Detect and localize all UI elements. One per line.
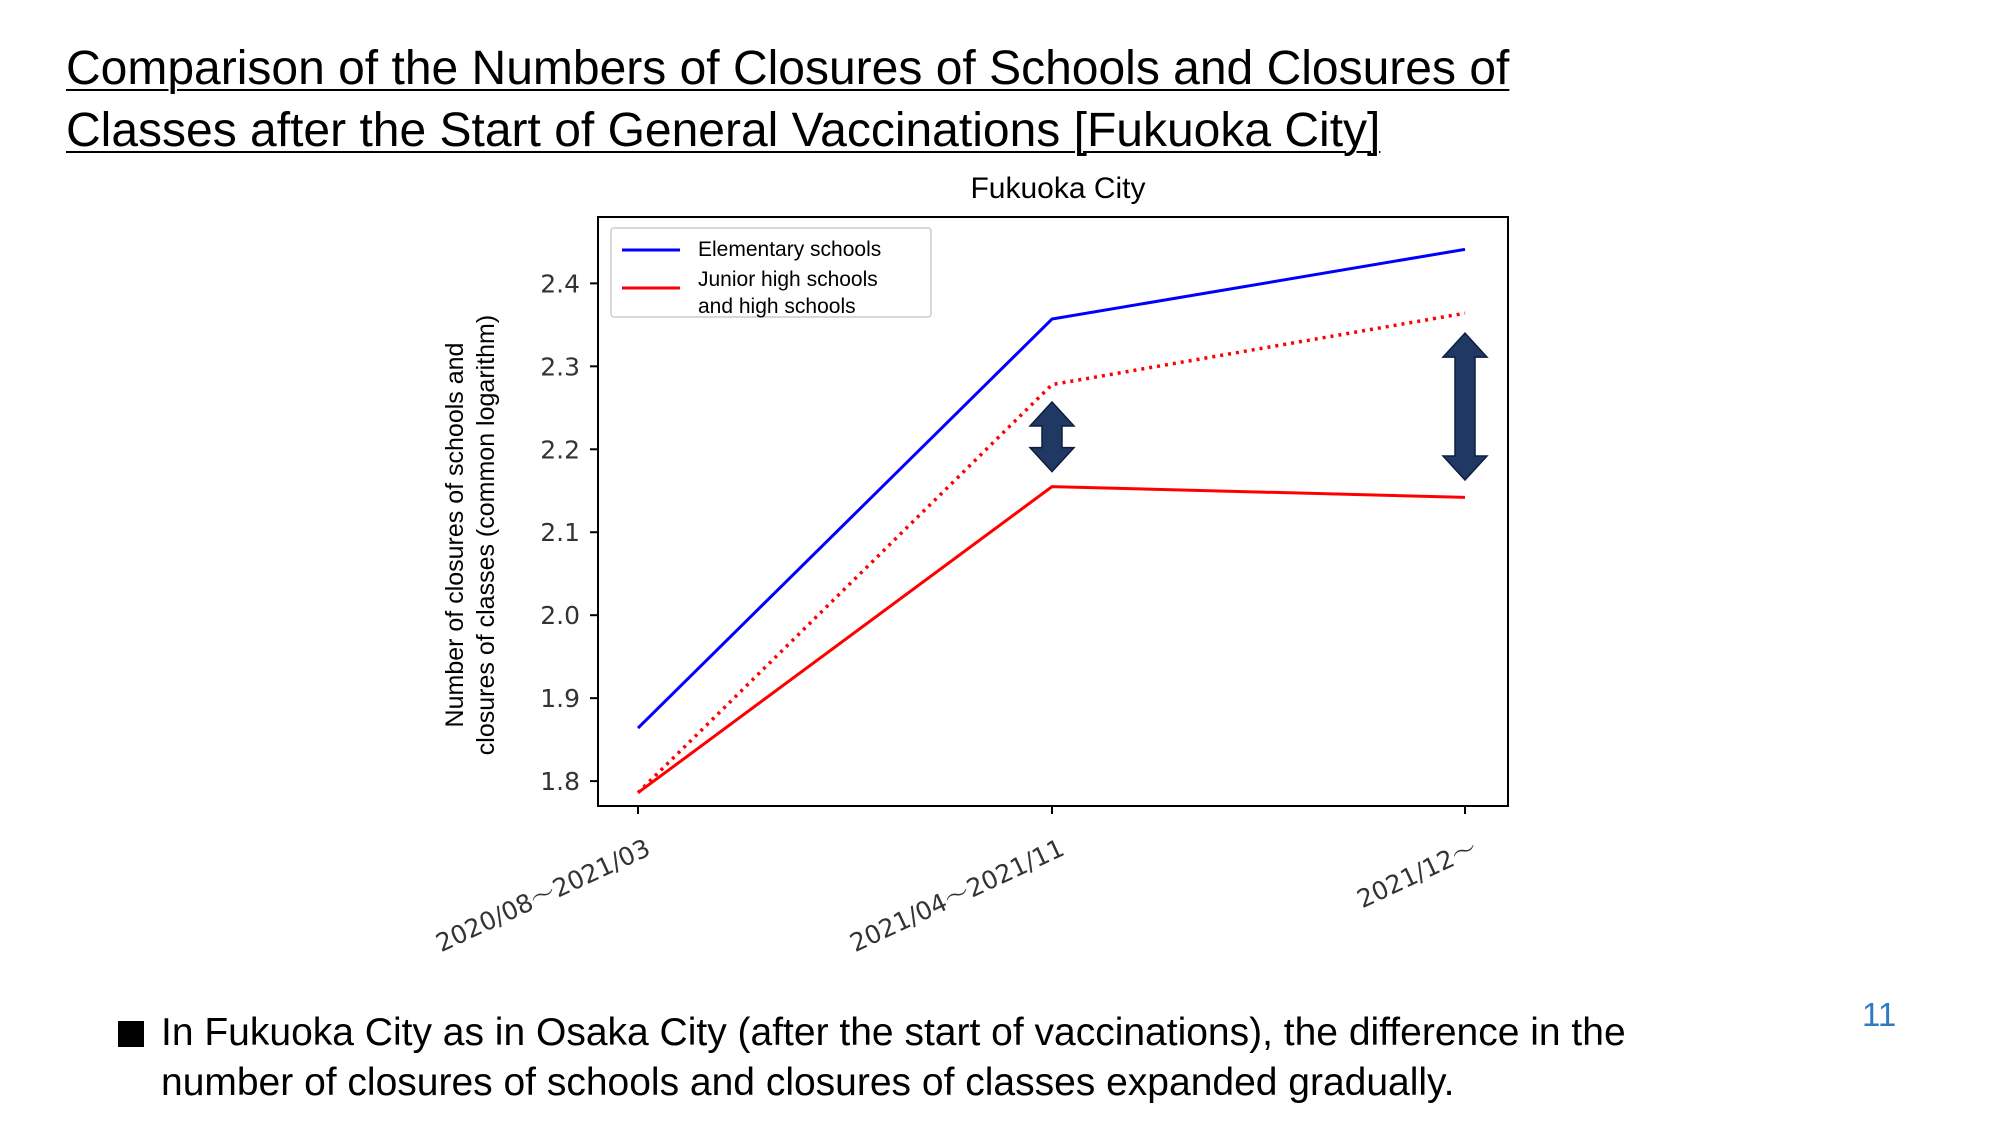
y-axis-label-line: closures of classes (common logarithm)	[472, 314, 500, 756]
bullet-square-icon	[118, 1021, 144, 1047]
chart-title: Fukuoka City	[970, 172, 1146, 205]
x-tick-label: 2021/04～2021/11	[845, 833, 1069, 958]
y-tick-label: 1.9	[540, 684, 580, 714]
legend-label-junior-high-line: and high schools	[698, 295, 856, 318]
bullet-text-line-1: In Fukuoka City as in Osaka City (after the start of vaccinations), the difference in the	[161, 1011, 1626, 1054]
bullet-text-line-2: number of closures of schools and closures of classes expanded gradually.	[161, 1061, 1455, 1104]
y-tick-label: 2.2	[540, 435, 580, 465]
x-tick-label: 2020/08～2021/03	[431, 833, 655, 958]
series-line-dotted-reference	[638, 313, 1465, 792]
page-number: 11	[1862, 996, 1897, 1033]
x-tick-label: 2021/12～	[1352, 833, 1482, 914]
y-tick-label: 2.0	[540, 601, 580, 631]
y-tick-label: 2.4	[540, 269, 580, 299]
y-tick-label: 1.8	[540, 767, 580, 797]
double-arrow-icon	[1030, 402, 1074, 472]
y-tick-label: 2.3	[540, 352, 580, 382]
slide-title-line-2: Classes after the Start of General Vaccinations [Fukuoka City]	[66, 104, 1381, 157]
legend-label-elementary: Elementary schools	[698, 238, 882, 261]
slide-title-line-1: Comparison of the Numbers of Closures of Schools and Closures of	[66, 42, 1510, 95]
series-line-junior-high	[638, 487, 1465, 793]
legend-label-junior-high-line: Junior high schools	[698, 268, 878, 291]
y-tick-label: 2.1	[540, 518, 580, 548]
y-axis-label-line: Number of closures of schools and	[441, 342, 469, 728]
double-arrow-icon	[1443, 333, 1487, 480]
